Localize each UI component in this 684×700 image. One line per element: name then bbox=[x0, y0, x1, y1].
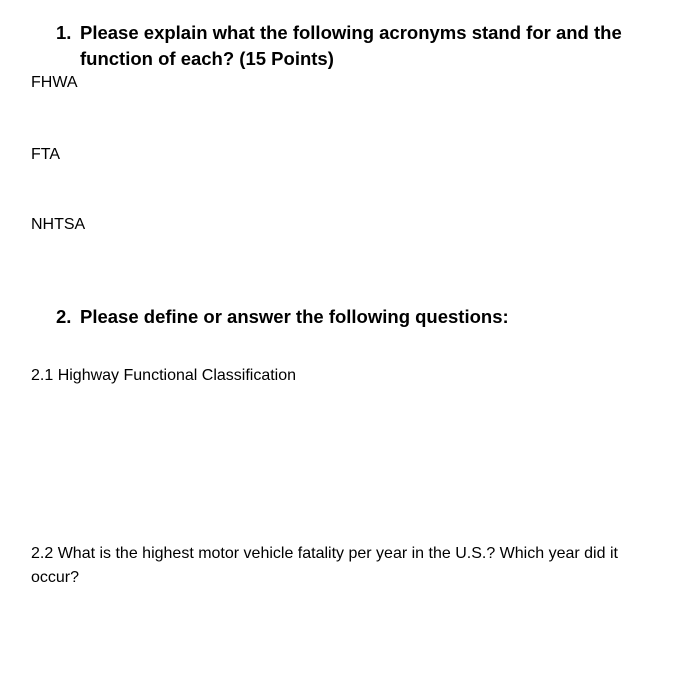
question-2-heading bbox=[56, 304, 509, 330]
question-2-number: 2. bbox=[56, 306, 72, 327]
acronym-fta: FTA bbox=[31, 146, 61, 163]
acronym-fhwa: FHWA bbox=[31, 74, 78, 91]
question-2-1: 2.1 Highway Functional Classification bbox=[31, 367, 297, 384]
acronym-nhtsa: NHTSA bbox=[31, 216, 86, 233]
question-1-number: 1. bbox=[56, 22, 72, 43]
question-1-heading-line2: function of each? (15 Points) bbox=[80, 48, 334, 69]
question-1-heading bbox=[56, 20, 622, 72]
question-1-heading-line1: Please explain what the following acronyms stand for and the bbox=[80, 22, 622, 43]
question-2-2: 2.2 What is the highest motor vehicle fatality per year in the U.S.? Which year did it occur? bbox=[31, 545, 618, 586]
question-2-heading-text: Please define or answer the following questions: bbox=[80, 306, 509, 327]
